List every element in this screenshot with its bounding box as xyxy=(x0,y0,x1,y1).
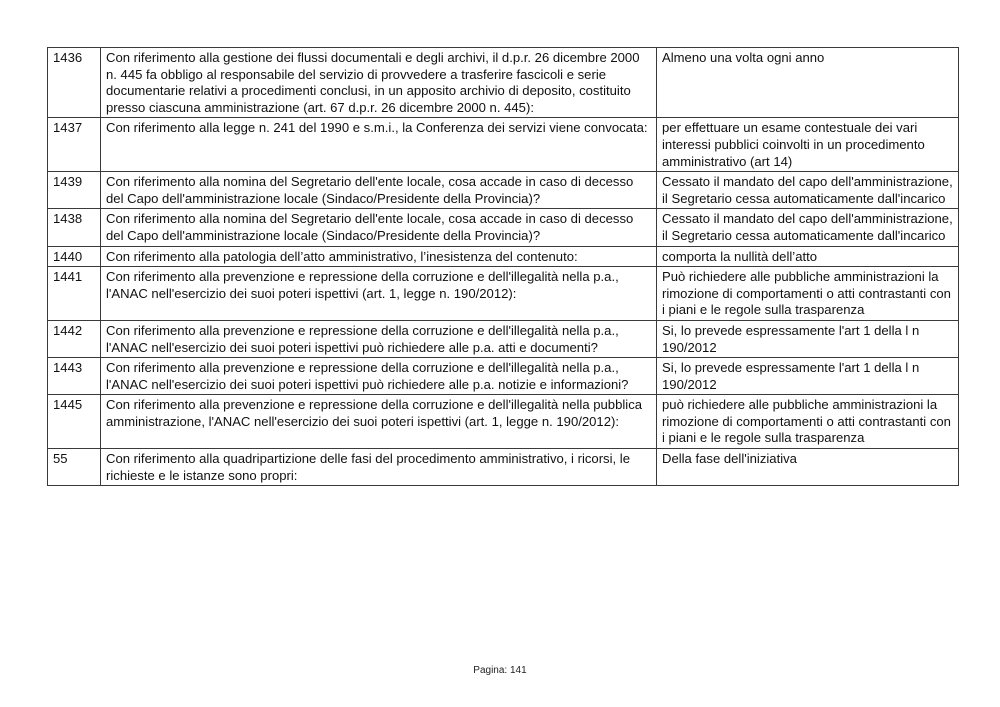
row-number: 1445 xyxy=(48,395,101,449)
table-row xyxy=(48,48,959,118)
row-answer: comporta la nullità dell’atto xyxy=(657,246,959,267)
row-number: 1438 xyxy=(48,209,101,246)
questions-table xyxy=(47,47,959,486)
row-question: Con riferimento alla quadripartizione delle fasi del procedimento amministrativo, i ricorsi, le richieste e le istanze sono propri: xyxy=(101,449,657,486)
row-answer: Si, lo prevede espressamente l'art 1 della l n 190/2012 xyxy=(657,358,959,395)
row-number: 1437 xyxy=(48,118,101,172)
row-answer: può richiedere alle pubbliche amministrazioni la rimozione di comportamenti o atti contrastanti con i piani e le regole sulla trasparenza xyxy=(657,395,959,449)
row-answer: Cessato il mandato del capo dell'amministrazione, il Segretario cessa automaticamente dall'incarico xyxy=(657,209,959,246)
row-question: Con riferimento alla prevenzione e repressione della corruzione e dell'illegalità nella p.a., l'ANAC nell'esercizio dei suoi poteri ispettivi può richiedere alle p.a. notizie e informazioni? xyxy=(101,358,657,395)
questions-table-body xyxy=(48,48,959,486)
table-row xyxy=(48,172,959,209)
row-question: Con riferimento alla nomina del Segretario dell'ente locale, cosa accade in caso di decesso del Capo dell'amministrazione locale (Sindaco/Presidente della Provincia)? xyxy=(101,172,657,209)
row-number: 1443 xyxy=(48,358,101,395)
row-number: 1442 xyxy=(48,320,101,357)
row-number: 1440 xyxy=(48,246,101,267)
row-question: Con riferimento alla nomina del Segretario dell'ente locale, cosa accade in caso di decesso del Capo dell'amministrazione locale (Sindaco/Presidente della Provincia)? xyxy=(101,209,657,246)
row-answer: Può richiedere alle pubbliche amministrazioni la rimozione di comportamenti o atti contrastanti con i piani e le regole sulla trasparenza xyxy=(657,267,959,321)
row-question: Con riferimento alla prevenzione e repressione della corruzione e dell'illegalità nella p.a., l'ANAC nell'esercizio dei suoi poteri ispettivi (art. 1, legge n. 190/2012): xyxy=(101,267,657,321)
row-number: 1439 xyxy=(48,172,101,209)
row-number: 1436 xyxy=(48,48,101,118)
row-answer: Della fase dell'iniziativa xyxy=(657,449,959,486)
row-question: Con riferimento alla prevenzione e repressione della corruzione e dell'illegalità nella p.a., l'ANAC nell'esercizio dei suoi poteri ispettivi può richiedere alle p.a. atti e documenti? xyxy=(101,320,657,357)
row-number: 1441 xyxy=(48,267,101,321)
table-row xyxy=(48,267,959,321)
page-number: Pagina: 141 xyxy=(473,665,527,676)
row-question: Con riferimento alla prevenzione e repressione della corruzione e dell'illegalità nella pubblica amministrazione, l'ANAC nell'esercizio dei suoi poteri ispettivi (art. 1, legge n. 190/2012): xyxy=(101,395,657,449)
row-question: Con riferimento alla patologia dell’atto amministrativo, l’inesistenza del contenuto: xyxy=(101,246,657,267)
row-question: Con riferimento alla legge n. 241 del 1990 e s.m.i., la Conferenza dei servizi viene convocata: xyxy=(101,118,657,172)
row-question: Con riferimento alla gestione dei flussi documentali e degli archivi, il d.p.r. 26 dicembre 2000 n. 445 fa obbligo al responsabile del servizio di provvedere a trasferire fascicoli e serie documentarie relativi a procedimenti conclusi, in un apposito archivio di deposito, costituito presso ciascuna amministrazione (art. 67 d.p.r. 26 dicembre 2000 n. 445): xyxy=(101,48,657,118)
table-row xyxy=(48,358,959,395)
row-answer: per effettuare un esame contestuale dei vari interessi pubblici coinvolti in un procedimento amministrativo (art 14) xyxy=(657,118,959,172)
table-row xyxy=(48,320,959,357)
row-answer: Cessato il mandato del capo dell'amministrazione, il Segretario cessa automaticamente dall'incarico xyxy=(657,172,959,209)
table-row xyxy=(48,449,959,486)
table-row xyxy=(48,118,959,172)
row-answer: Si, lo prevede espressamente l'art 1 della l n 190/2012 xyxy=(657,320,959,357)
table-row xyxy=(48,395,959,449)
table-row xyxy=(48,209,959,246)
row-answer: Almeno una volta ogni anno xyxy=(657,48,959,118)
row-number: 55 xyxy=(48,449,101,486)
table-row xyxy=(48,246,959,267)
